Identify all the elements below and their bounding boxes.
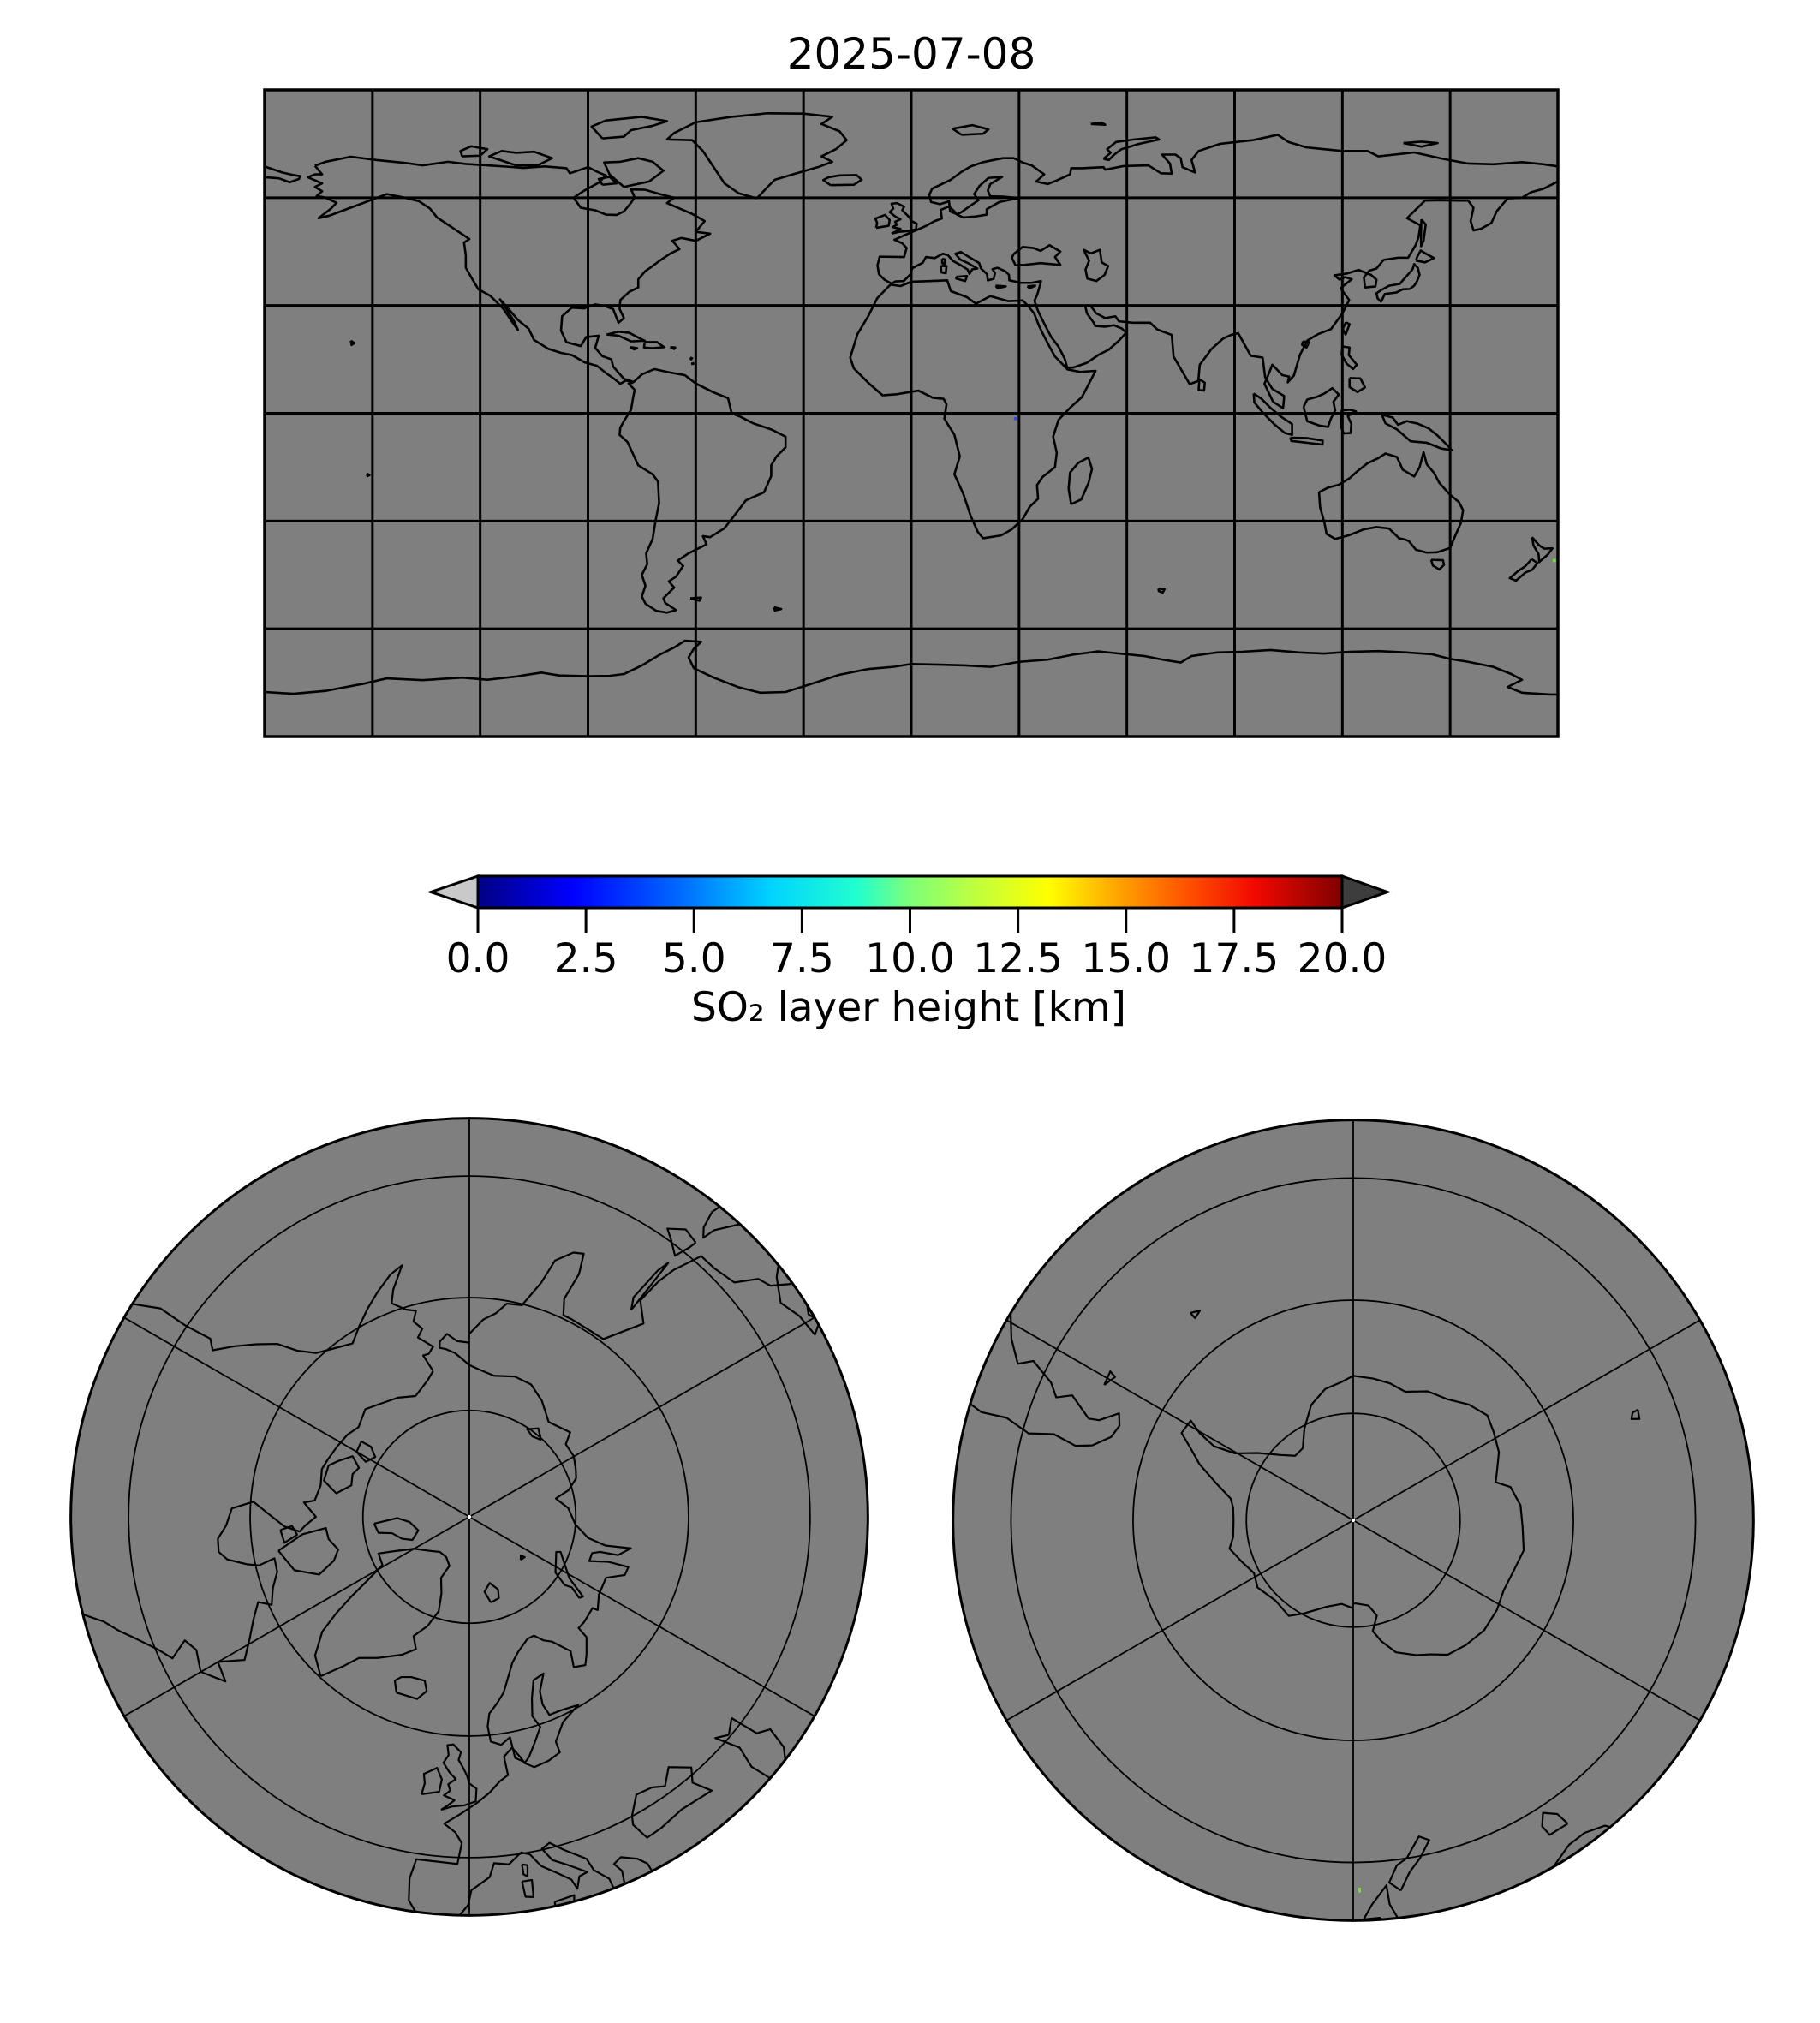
south-polar-map (949, 1116, 1757, 1925)
coastline-antilles_a (415, 1005, 426, 1012)
colorbar-under-arrow (431, 876, 478, 908)
coastline-hawaii (228, 991, 240, 1002)
colorbar-tick-label: 5.0 (661, 935, 726, 982)
coastline-crete (636, 1891, 655, 1902)
coastline-franz_josef (1091, 122, 1106, 125)
colorbar-tick-label: 2.5 (553, 935, 618, 982)
colorbar-tick-label: 17.5 (1189, 935, 1280, 982)
so2-detection-pixel (1553, 559, 1556, 563)
colorbar-tick-label: 0.0 (445, 935, 510, 982)
coastline-crete (996, 286, 1006, 289)
coastline-antilles_b (692, 362, 694, 364)
colorbar (420, 861, 1405, 942)
coastline-taiwan (908, 1236, 938, 1253)
so2-detection-pixel (1014, 417, 1017, 421)
colorbar-label: SO₂ layer height [km] (691, 984, 1126, 1031)
pole-gap-dot (1352, 1519, 1355, 1522)
coastline-antilles_b (444, 1012, 451, 1018)
so2-detection-pixel (1358, 1888, 1361, 1893)
coastline-antilles_a (690, 357, 692, 359)
coastline-sulawesi (1135, 1041, 1238, 1121)
colorbar-tick-label: 10.0 (865, 935, 955, 982)
coastline-puerto_rico (671, 347, 676, 349)
pole-gap-dot (468, 1515, 471, 1519)
colorbar-tick-label: 15.0 (1081, 935, 1172, 982)
coastline-jamaica (630, 347, 637, 349)
colorbar-tick-label: 12.5 (973, 935, 1063, 982)
coastline-society_islands (367, 474, 370, 476)
coastline-puerto_rico (317, 1058, 335, 1083)
colorbar-gradient-bar (478, 876, 1342, 908)
colorbar-tick-label: 7.5 (770, 935, 834, 982)
coastline-cyprus (693, 1860, 706, 1871)
coastline-south_georgia (774, 607, 781, 611)
colorbar-tick-label: 20.0 (1297, 935, 1387, 982)
north-polar-map (67, 1114, 872, 1919)
coastline-madagascar (1714, 1083, 1820, 1163)
global-map (265, 90, 1558, 737)
colorbar-over-arrow (1342, 876, 1387, 908)
figure-title: 2025-07-08 (786, 29, 1036, 79)
